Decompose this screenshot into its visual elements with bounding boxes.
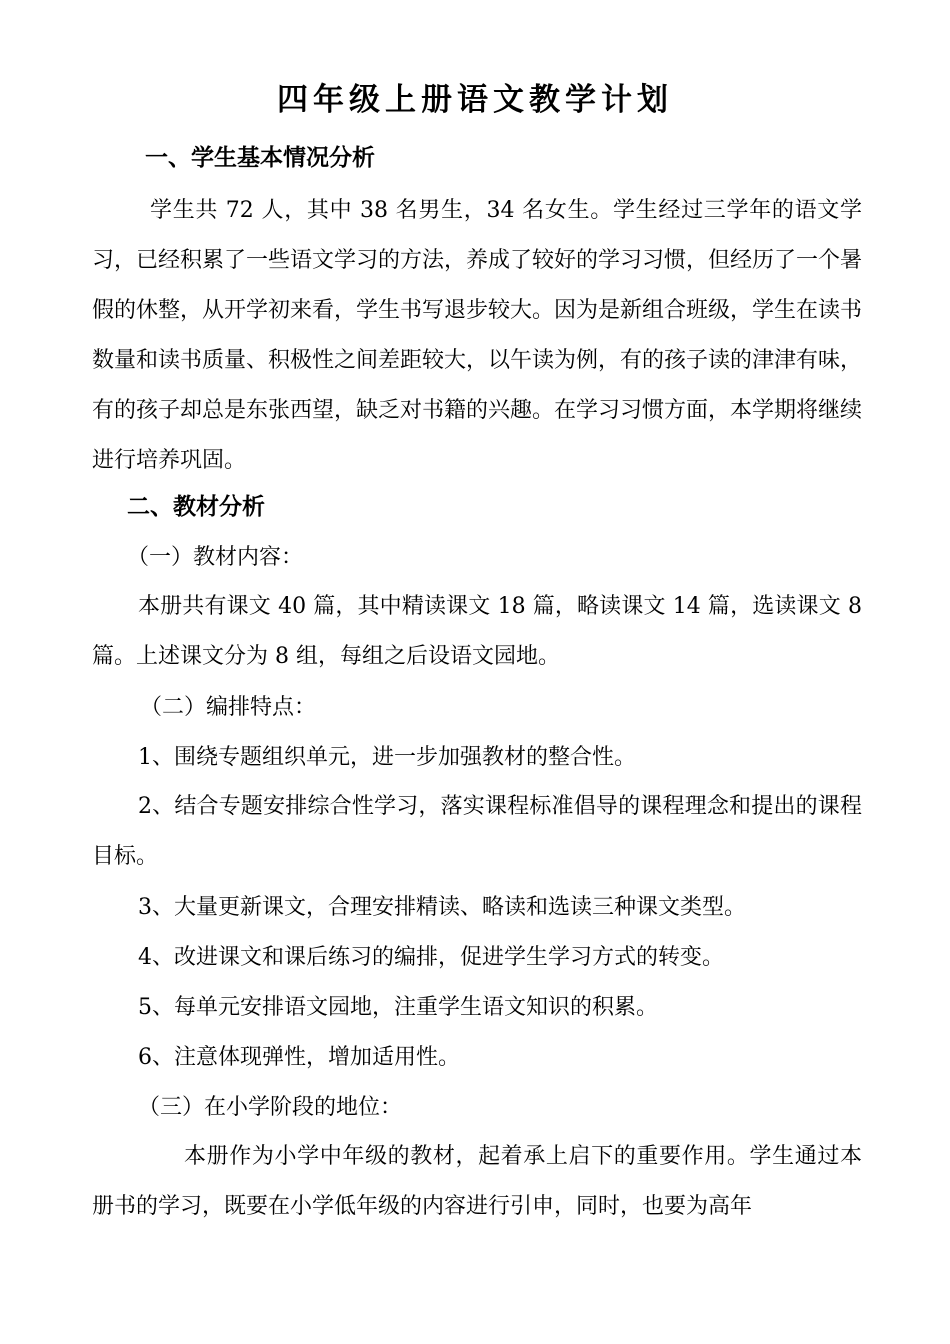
section-heading-student-analysis: 一、学生基本情况分析 bbox=[145, 145, 375, 171]
paragraph-position-in-primary: 本册作为小学中年级的教材，起着承上启下的重要作用。学生通过本册书的学习，既要在小学低年级的内容进行引申，同时，也要为高年 bbox=[92, 1144, 862, 1219]
subheading-position-in-primary: （三）在小学阶段的地位： bbox=[138, 1095, 403, 1120]
feature-item: 2、结合专题安排综合性学习，落实课程标准倡导的课程理念和提出的课程目标。 bbox=[92, 794, 862, 869]
feature-item: 6、注意体现弹性，增加适用性。 bbox=[138, 1045, 460, 1070]
feature-item: 1、围绕专题组织单元，进一步加强教材的整合性。 bbox=[138, 745, 636, 770]
paragraph-textbook-content: 本册共有课文 40 篇，其中精读课文 18 篇，略读课文 14 篇，选读课文 8 篇。上述课文分为 8 组，每组之后设语文园地。 bbox=[92, 594, 862, 669]
document-title: 四年级上册语文教学计划 bbox=[277, 82, 673, 118]
section-heading-textbook-analysis: 二、教材分析 bbox=[127, 494, 265, 520]
subheading-textbook-content: （一）教材内容： bbox=[127, 545, 304, 570]
subheading-arrangement-features: （二）编排特点： bbox=[140, 695, 317, 720]
feature-item: 5、每单元安排语文园地，注重学生语文知识的积累。 bbox=[138, 995, 658, 1020]
paragraph-student-analysis: 学生共 72 人，其中 38 名男生，34 名女生。学生经过三学年的语文学习，已经积累了一些语文学习的方法，养成了较好的学习习惯，但经历了一个暑假的休整，从开学初来看，学生书写退步较大。因为是新组合班级，学生在读书数量和读书质量、积极性之间差距较大，以午读为例，有的孩子读的津津有味，有的孩子却总是东张西望，缺乏对书籍的兴趣。在学习习惯方面，本学期将继续进行培养巩固。 bbox=[92, 198, 863, 473]
feature-item: 4、改进课文和课后练习的编排，促进学生学习方式的转变。 bbox=[138, 945, 724, 970]
feature-item: 3、大量更新课文，合理安排精读、略读和选读三种课文类型。 bbox=[138, 895, 746, 920]
